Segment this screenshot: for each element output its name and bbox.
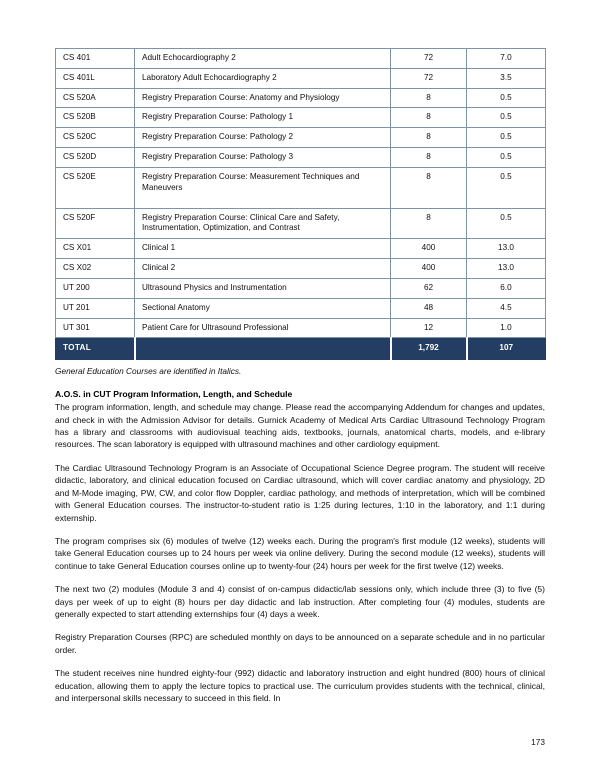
course-units: 1.0 xyxy=(467,318,546,338)
course-title: Sectional Anatomy xyxy=(135,298,391,318)
course-hours: 48 xyxy=(391,298,467,318)
course-code: CS X02 xyxy=(56,259,135,279)
total-units: 107 xyxy=(467,338,546,360)
course-code: CS 401 xyxy=(56,49,135,69)
course-curriculum-table xyxy=(55,48,546,360)
course-table-body xyxy=(56,49,546,360)
total-label: TOTAL xyxy=(56,338,135,360)
course-units: 0.5 xyxy=(467,167,546,208)
table-row xyxy=(56,167,546,208)
table-row xyxy=(56,298,546,318)
course-units: 13.0 xyxy=(467,259,546,279)
course-hours: 400 xyxy=(391,259,467,279)
course-hours: 8 xyxy=(391,208,467,239)
course-code: CS 520A xyxy=(56,88,135,108)
course-units: 0.5 xyxy=(467,88,546,108)
paragraph-2: The Cardiac Ultrasound Technology Program is an Associate of Occupational Science Degree program. The student will receive didactic, laboratory, and clinical education focused on Cardiac ultrasound, which will cover cardiac anatomy and physiology, 2D and M-Mode imaging, PW, CW, and color flow Doppler, cardiac pathology, and methods of interpretation, which will be combined with General Education courses. The instructor-to-student ratio is 1:25 during lectures, 1:10 in the laboratory, and 1:1 during externship. xyxy=(55,462,545,523)
course-code: UT 301 xyxy=(56,318,135,338)
course-code: CS 520C xyxy=(56,128,135,148)
table-row xyxy=(56,88,546,108)
course-units: 0.5 xyxy=(467,148,546,168)
course-hours: 62 xyxy=(391,278,467,298)
table-row xyxy=(56,49,546,69)
course-title: Clinical 1 xyxy=(135,239,391,259)
paragraph-1: The program information, length, and schedule may change. Please read the accompanying Addendum for changes and updates, and check in with the Admission Advisor for details. Gurnick Academy of Medical Arts Cardiac Ultrasound Technology Program has a library and classrooms with audiovisual teaching aids, textbooks, journals, anatomical charts, models, and e-library resources. The scan laboratory is equipped with ultrasound machines and other cardiology equipment. xyxy=(55,402,545,450)
course-hours: 8 xyxy=(391,108,467,128)
table-total-row xyxy=(56,338,546,360)
table-row xyxy=(56,259,546,279)
course-code: CS 520F xyxy=(56,208,135,239)
course-hours: 8 xyxy=(391,128,467,148)
course-units: 0.5 xyxy=(467,128,546,148)
course-units: 4.5 xyxy=(467,298,546,318)
paragraph-5: Registry Preparation Courses (RPC) are scheduled monthly on days to be announced on a separate schedule and in no particular order. xyxy=(55,632,545,655)
course-units: 0.5 xyxy=(467,108,546,128)
paragraph-6: The student receives nine hundred eighty-four (992) didactic and laboratory instruction and eight hundred (800) hours of clinical education, allowing them to apply the lecture topics to practical use. The curriculum provides students with the technical, clinical, and interpersonal skills necessary to succeed in this field. In xyxy=(55,668,545,703)
course-hours: 72 xyxy=(391,68,467,88)
course-units: 13.0 xyxy=(467,239,546,259)
table-note: General Education Courses are identified in Italics. xyxy=(55,366,242,377)
course-title: Registry Preparation Course: Pathology 2 xyxy=(135,128,391,148)
total-spacer xyxy=(135,338,391,360)
course-title: Registry Preparation Course: Pathology 3 xyxy=(135,148,391,168)
table-row xyxy=(56,108,546,128)
page-number: 173 xyxy=(531,737,545,747)
course-code: CS 520D xyxy=(56,148,135,168)
course-title: Clinical 2 xyxy=(135,259,391,279)
table-row xyxy=(56,239,546,259)
table-row xyxy=(56,208,546,239)
course-title: Registry Preparation Course: Measurement Techniques and Maneuvers xyxy=(135,167,391,208)
course-title: Registry Preparation Course: Clinical Care and Safety, Instrumentation, Optimization, and Contrast xyxy=(135,208,391,239)
course-code: CS 401L xyxy=(56,68,135,88)
course-title: Adult Echocardiography 2 xyxy=(135,49,391,69)
course-title: Ultrasound Physics and Instrumentation xyxy=(135,278,391,298)
course-code: CS X01 xyxy=(56,239,135,259)
course-hours: 8 xyxy=(391,167,467,208)
table-row xyxy=(56,318,546,338)
course-hours: 72 xyxy=(391,49,467,69)
table-row xyxy=(56,148,546,168)
course-code: CS 520E xyxy=(56,167,135,208)
course-code: UT 200 xyxy=(56,278,135,298)
course-title: Patient Care for Ultrasound Professional xyxy=(135,318,391,338)
course-code: UT 201 xyxy=(56,298,135,318)
course-hours: 8 xyxy=(391,88,467,108)
course-title: Laboratory Adult Echocardiography 2 xyxy=(135,68,391,88)
course-hours: 12 xyxy=(391,318,467,338)
table-row xyxy=(56,68,546,88)
page-title: A.O.S. in CUT Program Information, Length, and Schedule xyxy=(55,389,293,400)
course-code: CS 520B xyxy=(56,108,135,128)
total-hours: 1,792 xyxy=(391,338,467,360)
course-units: 3.5 xyxy=(467,68,546,88)
paragraph-3: The program comprises six (6) modules of twelve (12) weeks each. During the program's first module (12 weeks), students will take General Education courses up to 24 hours per week via online delivery. During the second module (12 weeks), students will continue to take General Education courses online up to twenty-four (24) hours per week for the first twelve (12) weeks. xyxy=(55,535,545,571)
course-hours: 400 xyxy=(391,239,467,259)
course-title: Registry Preparation Course: Pathology 1 xyxy=(135,108,391,128)
course-units: 6.0 xyxy=(467,278,546,298)
table-row xyxy=(56,128,546,148)
course-units: 0.5 xyxy=(467,208,546,239)
course-title: Registry Preparation Course: Anatomy and Physiology xyxy=(135,88,391,108)
course-units: 7.0 xyxy=(467,49,546,69)
paragraph-4: The next two (2) modules (Module 3 and 4) consist of on-campus didactic/lab sessions only, which include three (3) to five (5) days per week of up to eight (8) hours per day didactic and lab instruction. After completing four (4) modules, students are generally expected to start attending externships four (4) days a week. xyxy=(55,584,545,619)
course-hours: 8 xyxy=(391,148,467,168)
table-row xyxy=(56,278,546,298)
